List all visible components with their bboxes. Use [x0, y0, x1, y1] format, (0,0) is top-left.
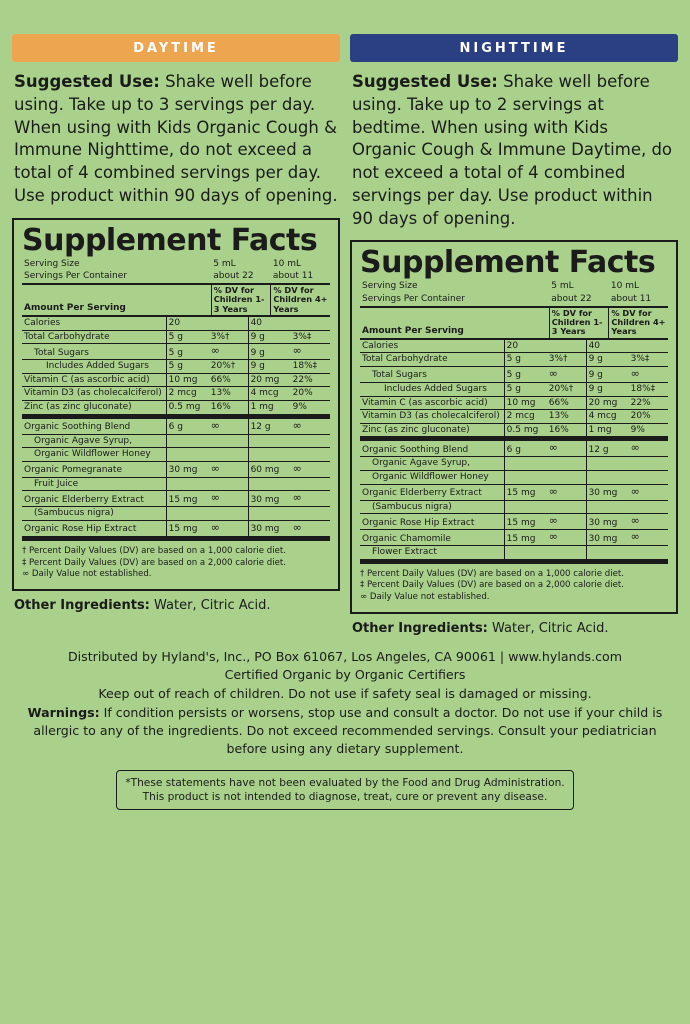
table-row	[22, 401, 330, 417]
row-value-c: 12 g	[586, 441, 629, 456]
servings-per-container-label: Servings Per Container	[22, 270, 211, 284]
row-value-c	[248, 448, 291, 462]
nighttime-facts-title: Supplement Facts	[360, 245, 656, 281]
amount-per-serving-label: Amount Per Serving	[22, 284, 211, 316]
row-value-b: ∞	[209, 461, 248, 477]
nighttime-other-ingredients-text: Water, Citric Acid.	[487, 620, 609, 636]
row-value-d	[291, 317, 330, 330]
fda-disclaimer-box	[116, 770, 574, 811]
warnings-line	[26, 704, 664, 758]
row-value-b: ∞	[209, 491, 248, 507]
daytime-suggested-use	[14, 71, 338, 208]
row-value-c	[586, 457, 629, 471]
nighttime-nutrient-table	[360, 340, 668, 442]
row-value-a: 2 mcg	[166, 387, 209, 401]
daytime-other-ingredients-label: Other Ingredients:	[14, 597, 150, 613]
table-row	[360, 514, 668, 530]
table-row	[22, 521, 330, 539]
row-value-a: 5 g	[504, 367, 547, 383]
row-value-b: ∞	[209, 344, 248, 360]
dv-header-1: % DV for Children 1-3 Years	[211, 284, 271, 316]
nighttime-supplement-facts-panel	[350, 240, 678, 613]
row-value-c	[248, 434, 291, 448]
nighttime-column	[350, 34, 678, 636]
row-value-a	[504, 546, 547, 562]
daytime-suggested-use-label: Suggested Use:	[14, 72, 160, 91]
row-value-c: 60 mg	[248, 461, 291, 477]
row-value-d: 9%	[291, 401, 330, 417]
daytime-nutrient-rows	[22, 317, 330, 416]
row-value-c: 30 mg	[586, 484, 629, 500]
servings-per-container-a: about 22	[211, 270, 271, 284]
row-value-a: 15 mg	[504, 530, 547, 546]
servings-per-container-b: about 11	[271, 270, 330, 284]
row-nutrient-name: Organic Elderberry Extract	[22, 491, 166, 507]
row-nutrient-name: Vitamin C (as ascorbic acid)	[360, 396, 504, 410]
row-value-b: 13%	[209, 387, 248, 401]
row-value-b	[209, 448, 248, 462]
row-value-c: 9 g	[248, 330, 291, 344]
row-value-a: 15 mg	[166, 491, 209, 507]
table-row	[22, 360, 330, 374]
table-row	[22, 373, 330, 387]
row-value-d: 20%	[291, 387, 330, 401]
row-value-b	[547, 471, 586, 485]
row-nutrient-name: Vitamin C (as ascorbic acid)	[22, 373, 166, 387]
table-row	[22, 461, 330, 477]
row-nutrient-name: Calories	[360, 340, 504, 353]
row-nutrient-name: Includes Added Sugars	[360, 383, 504, 397]
row-value-c: 9 g	[248, 344, 291, 360]
row-value-b: 20%†	[209, 360, 248, 374]
row-value-d: 9%	[629, 423, 668, 439]
table-row	[360, 353, 668, 367]
table-row	[360, 530, 668, 546]
row-value-d	[629, 457, 668, 471]
row-value-d: 18%‡	[629, 383, 668, 397]
row-value-b: 20%†	[547, 383, 586, 397]
row-value-a: 6 g	[504, 441, 547, 456]
row-nutrient-name: Flower Extract	[360, 546, 504, 562]
row-nutrient-name: Organic Wildflower Honey	[22, 448, 166, 462]
row-value-c	[248, 507, 291, 521]
row-value-c: 20 mg	[248, 373, 291, 387]
row-value-d	[291, 477, 330, 491]
table-row	[360, 423, 668, 439]
footnote-line: ‡ Percent Daily Values (DV) are based on a 2,000 calorie diet.	[22, 557, 287, 568]
table-row	[360, 484, 668, 500]
daytime-supplement-facts-panel	[12, 218, 340, 591]
row-nutrient-name: Vitamin D3 (as cholecalciferol)	[22, 387, 166, 401]
row-value-c: 40	[586, 340, 629, 353]
row-value-a	[504, 457, 547, 471]
row-value-a: 6 g	[166, 419, 209, 434]
row-value-c	[586, 471, 629, 485]
row-value-a: 2 mcg	[504, 410, 547, 424]
row-value-d: ∞	[291, 344, 330, 360]
row-value-c: 30 mg	[586, 514, 629, 530]
row-value-d	[629, 471, 668, 485]
footer	[0, 648, 690, 811]
table-row	[360, 396, 668, 410]
row-nutrient-name: Zinc (as zinc gluconate)	[22, 401, 166, 417]
row-nutrient-name: (Sambucus nigra)	[360, 500, 504, 514]
row-value-a: 5 g	[166, 330, 209, 344]
row-nutrient-name: Organic Soothing Blend	[360, 441, 504, 456]
warnings-text: If condition persists or worsens, stop use and consult a doctor. Do not use if your child is allergic to any of the ingredients. Do not exceed recommended servings. Consult your pediatrician before using any dietary supplement.	[33, 705, 663, 756]
row-value-a: 5 g	[166, 344, 209, 360]
row-value-d: ∞	[629, 367, 668, 383]
distributor-line	[26, 648, 664, 666]
fda-disclaimer-line-1: *These statements have not been evaluated by the Food and Drug Administration.	[125, 776, 565, 789]
row-value-d: 3%‡	[629, 353, 668, 367]
row-value-c: 9 g	[586, 367, 629, 383]
table-row	[360, 410, 668, 424]
nighttime-serving-table	[360, 280, 668, 339]
row-value-c: 1 mg	[248, 401, 291, 417]
nighttime-blend-table	[360, 441, 668, 563]
row-value-a: 5 g	[504, 383, 547, 397]
servings-per-container-label: Servings Per Container	[360, 293, 549, 307]
table-row	[360, 457, 668, 471]
row-value-d: 18%‡	[291, 360, 330, 374]
row-value-d: ∞	[629, 530, 668, 546]
nighttime-suggested-use	[352, 71, 676, 230]
row-value-c: 30 mg	[248, 491, 291, 507]
row-value-c: 30 mg	[248, 521, 291, 539]
ghost-wrap-text	[0, 0, 690, 1]
nighttime-blend-rows	[360, 441, 668, 561]
row-value-b	[209, 317, 248, 330]
row-value-b: 16%	[209, 401, 248, 417]
row-value-b: 3%†	[547, 353, 586, 367]
row-value-b	[547, 457, 586, 471]
row-value-d: ∞	[291, 491, 330, 507]
row-value-a: 15 mg	[504, 514, 547, 530]
row-value-d	[291, 434, 330, 448]
row-nutrient-name: Fruit Juice	[22, 477, 166, 491]
table-row	[22, 448, 330, 462]
nighttime-other-ingredients	[352, 621, 676, 636]
row-value-a: 15 mg	[504, 484, 547, 500]
row-value-c: 30 mg	[586, 530, 629, 546]
row-nutrient-name: Zinc (as zinc gluconate)	[360, 423, 504, 439]
daytime-facts-title: Supplement Facts	[22, 222, 318, 258]
nighttime-suggested-use-label: Suggested Use:	[352, 72, 498, 91]
row-value-c: 1 mg	[586, 423, 629, 439]
row-value-a: 20	[166, 317, 209, 330]
row-nutrient-name: Organic Elderberry Extract	[360, 484, 504, 500]
footnote-line: † Percent Daily Values (DV) are based on a 1,000 calorie diet.	[22, 546, 287, 557]
daytime-suggested-use-text: Shake well before using. Take up to 3 servings per day. When using with Kids Organic Cough & Immune Nighttime, do not exceed a total of 4 combined servings per day. Use product within 90 days of opening.	[14, 72, 338, 205]
table-row	[360, 546, 668, 562]
row-nutrient-name: Vitamin D3 (as cholecalciferol)	[360, 410, 504, 424]
footer-separator: |	[499, 648, 505, 664]
row-value-d	[291, 448, 330, 462]
website-link[interactable]: www.hylands.com	[508, 648, 623, 664]
keep-out-of-reach-line: Keep out of reach of children. Do not use if safety seal is damaged or missing.	[98, 686, 592, 702]
row-value-c: 9 g	[248, 360, 291, 374]
serving-size-label: Serving Size	[362, 281, 418, 292]
row-value-d: 3%‡	[291, 330, 330, 344]
row-value-d: ∞	[291, 419, 330, 434]
daytime-column	[12, 34, 340, 636]
row-nutrient-name: Organic Agave Syrup,	[360, 457, 504, 471]
row-value-b: 66%	[547, 396, 586, 410]
row-value-a	[504, 500, 547, 514]
table-row	[22, 344, 330, 360]
row-value-c: 4 mcg	[586, 410, 629, 424]
row-value-a	[166, 507, 209, 521]
row-value-b: ∞	[547, 484, 586, 500]
row-value-d: ∞	[291, 461, 330, 477]
row-value-a	[166, 477, 209, 491]
daytime-footnotes	[22, 546, 330, 581]
serving-size-a: 5 mL	[213, 258, 236, 269]
footnote-line: ∞ Daily Value not established.	[22, 569, 152, 580]
row-value-a: 15 mg	[166, 521, 209, 539]
row-value-a	[166, 434, 209, 448]
table-row	[360, 340, 668, 353]
row-nutrient-name: Total Sugars	[22, 344, 166, 360]
table-row	[22, 330, 330, 344]
row-value-d: 22%	[291, 373, 330, 387]
nighttime-banner: NIGHTTIME	[350, 34, 678, 62]
table-row	[22, 477, 330, 491]
row-value-b: ∞	[547, 514, 586, 530]
table-row	[360, 383, 668, 397]
table-row	[22, 491, 330, 507]
daytime-nutrient-table	[22, 317, 330, 419]
row-value-b: ∞	[547, 367, 586, 383]
dv-header-2: % DV for Children 4+ Years	[609, 307, 668, 339]
dv-header-2: % DV for Children 4+ Years	[271, 284, 330, 316]
row-value-b: 3%†	[209, 330, 248, 344]
row-value-b: 16%	[547, 423, 586, 439]
row-value-b: 66%	[209, 373, 248, 387]
certified-organic-line: Certified Organic by Organic Certifiers	[224, 667, 466, 683]
row-nutrient-name: Total Carbohydrate	[22, 330, 166, 344]
row-value-d: ∞	[629, 484, 668, 500]
panel-columns	[0, 34, 690, 636]
table-row	[360, 367, 668, 383]
table-row	[360, 500, 668, 514]
servings-per-container-a: about 22	[549, 293, 609, 307]
row-value-c: 9 g	[586, 383, 629, 397]
row-nutrient-name: Total Carbohydrate	[360, 353, 504, 367]
row-value-b: ∞	[547, 530, 586, 546]
serving-size-b: 10 mL	[610, 281, 639, 292]
row-value-c: 4 mcg	[248, 387, 291, 401]
row-value-d: 22%	[629, 396, 668, 410]
row-value-b	[209, 507, 248, 521]
row-value-a	[504, 471, 547, 485]
row-value-a: 0.5 mg	[166, 401, 209, 417]
row-value-a: 0.5 mg	[504, 423, 547, 439]
row-value-b: ∞	[209, 419, 248, 434]
row-value-b: ∞	[209, 521, 248, 539]
row-value-a	[166, 448, 209, 462]
row-nutrient-name: Organic Pomegranate	[22, 461, 166, 477]
row-value-b: ∞	[547, 441, 586, 456]
warnings-label: Warnings:	[27, 705, 100, 721]
row-nutrient-name: (Sambucus nigra)	[22, 507, 166, 521]
nighttime-other-ingredients-label: Other Ingredients:	[352, 620, 488, 636]
row-value-a: 30 mg	[166, 461, 209, 477]
daytime-blend-rows	[22, 419, 330, 539]
row-nutrient-name: Includes Added Sugars	[22, 360, 166, 374]
row-value-d: ∞	[629, 441, 668, 456]
row-value-a: 20	[504, 340, 547, 353]
row-value-b	[209, 477, 248, 491]
row-value-d: ∞	[629, 514, 668, 530]
row-nutrient-name: Total Sugars	[360, 367, 504, 383]
row-value-c: 12 g	[248, 419, 291, 434]
row-nutrient-name: Organic Rose Hip Extract	[360, 514, 504, 530]
row-nutrient-name: Calories	[22, 317, 166, 330]
row-value-b	[547, 500, 586, 514]
row-value-b	[547, 340, 586, 353]
table-row	[22, 507, 330, 521]
footnote-line: † Percent Daily Values (DV) are based on a 1,000 calorie diet.	[360, 568, 625, 579]
row-nutrient-name: Organic Chamomile	[360, 530, 504, 546]
daytime-banner: DAYTIME	[12, 34, 340, 62]
row-value-c	[586, 500, 629, 514]
row-nutrient-name: Organic Soothing Blend	[22, 419, 166, 434]
table-row	[22, 434, 330, 448]
row-value-a: 5 g	[504, 353, 547, 367]
distributed-by-text: Distributed by Hyland's, Inc., PO Box 61067, Los Angeles, CA 90061	[67, 648, 496, 664]
row-value-c: 40	[248, 317, 291, 330]
row-nutrient-name: Organic Rose Hip Extract	[22, 521, 166, 539]
table-row	[22, 387, 330, 401]
row-value-b	[209, 434, 248, 448]
row-value-a: 10 mg	[166, 373, 209, 387]
row-value-d	[629, 500, 668, 514]
row-value-d	[629, 546, 668, 562]
daytime-other-ingredients-text: Water, Citric Acid.	[149, 597, 271, 613]
serving-size-a: 5 mL	[551, 281, 574, 292]
row-value-c	[586, 546, 629, 562]
top-edge-strip	[0, 0, 690, 34]
row-value-b: 13%	[547, 410, 586, 424]
daytime-other-ingredients	[14, 598, 338, 613]
serving-size-label: Serving Size	[24, 258, 80, 269]
row-value-a: 10 mg	[504, 396, 547, 410]
nighttime-footnotes	[360, 569, 668, 604]
row-nutrient-name: Organic Wildflower Honey	[360, 471, 504, 485]
servings-per-container-b: about 11	[609, 293, 668, 307]
table-row	[360, 441, 668, 456]
table-row	[360, 471, 668, 485]
dv-header-1: % DV for Children 1-3 Years	[549, 307, 609, 339]
nighttime-nutrient-rows	[360, 340, 668, 439]
row-value-c	[248, 477, 291, 491]
fda-disclaimer-line-2: This product is not intended to diagnose, treat, cure or prevent any disease.	[142, 791, 548, 804]
row-value-a: 5 g	[166, 360, 209, 374]
footnote-line: ‡ Percent Daily Values (DV) are based on a 2,000 calorie diet.	[360, 580, 625, 591]
row-value-c: 20 mg	[586, 396, 629, 410]
table-row	[22, 317, 330, 330]
row-value-d: 20%	[629, 410, 668, 424]
row-value-b	[547, 546, 586, 562]
daytime-blend-table	[22, 419, 330, 541]
row-value-d: ∞	[291, 521, 330, 539]
row-value-c: 9 g	[586, 353, 629, 367]
footnote-line: ∞ Daily Value not established.	[360, 591, 490, 602]
row-value-d	[291, 507, 330, 521]
row-value-d	[629, 340, 668, 353]
nighttime-suggested-use-text: Shake well before using. Take up to 2 servings at bedtime. When using with Kids Organic Cough & Immune Daytime, do not exceed a total of 4 combined servings per day. Use product within 90 days of opening.	[352, 72, 673, 228]
amount-per-serving-label: Amount Per Serving	[360, 307, 549, 339]
table-row	[22, 419, 330, 434]
serving-size-b: 10 mL	[272, 258, 301, 269]
daytime-serving-table	[22, 258, 330, 317]
row-nutrient-name: Organic Agave Syrup,	[22, 434, 166, 448]
